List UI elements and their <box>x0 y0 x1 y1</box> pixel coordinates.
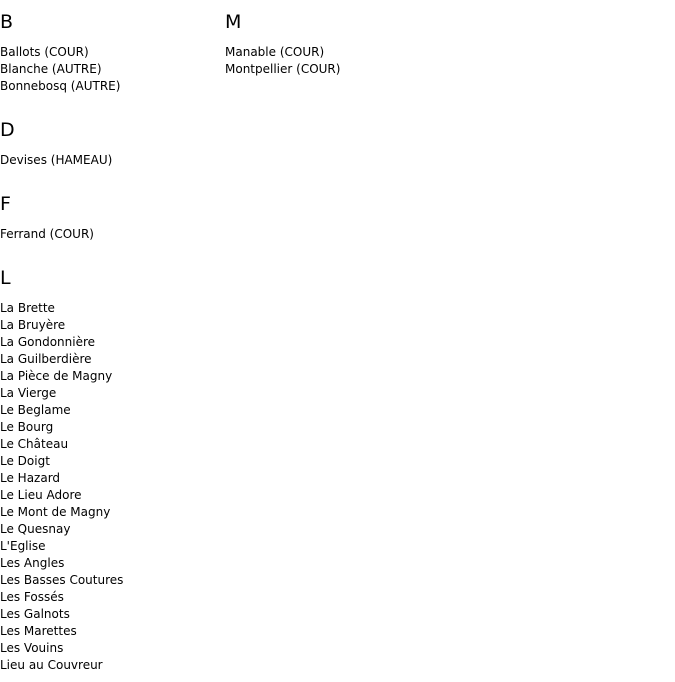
list-item[interactable] <box>0 300 123 317</box>
list-item[interactable] <box>0 317 123 334</box>
entry-list-m <box>225 44 340 78</box>
entry-link[interactable]: Les Basses Coutures <box>0 573 124 587</box>
entry-link[interactable]: La Brette <box>0 301 55 315</box>
list-item[interactable] <box>0 402 123 419</box>
list-item[interactable] <box>0 419 123 436</box>
entry-link[interactable]: Le Quesnay <box>0 522 71 536</box>
entry-link[interactable]: Blanche (AUTRE) <box>0 62 102 76</box>
list-item[interactable] <box>0 453 123 470</box>
entry-link[interactable]: La Gondonnière <box>0 335 96 349</box>
list-item[interactable] <box>0 351 123 368</box>
entry-link[interactable]: Le Doigt <box>0 454 50 468</box>
entry-link[interactable]: Devises (HAMEAU) <box>0 153 113 167</box>
list-item[interactable] <box>0 44 120 61</box>
entry-link[interactable]: La Pièce de Magny <box>0 369 113 383</box>
entry-link[interactable]: La Vierge <box>0 386 57 400</box>
list-item[interactable] <box>225 61 340 78</box>
entry-link[interactable]: Le Lieu Adore <box>0 488 82 502</box>
entry-link[interactable]: Ferrand (COUR) <box>0 227 94 241</box>
entry-link[interactable]: La Bruyère <box>0 318 66 332</box>
index-group-l <box>0 256 123 674</box>
letter-heading-l: L <box>0 267 11 289</box>
index-group-m <box>225 0 340 78</box>
list-item[interactable] <box>0 470 123 487</box>
entry-link[interactable]: Les Angles <box>0 556 65 570</box>
letter-heading-b: B <box>0 11 14 33</box>
entry-link[interactable]: Bonnebosq (AUTRE) <box>0 79 121 93</box>
entry-link[interactable]: Le Mont de Magny <box>0 505 111 519</box>
entry-link[interactable]: Les Vouins <box>0 641 64 655</box>
list-item[interactable] <box>0 436 123 453</box>
list-item[interactable] <box>0 623 123 640</box>
list-item[interactable] <box>0 385 123 402</box>
entry-link[interactable]: Le Hazard <box>0 471 61 485</box>
entry-link[interactable]: Montpellier (COUR) <box>225 62 341 76</box>
entry-link[interactable]: Le Beglame <box>0 403 71 417</box>
entry-link[interactable]: Manable (COUR) <box>225 45 325 59</box>
list-item[interactable] <box>0 334 123 351</box>
entry-link[interactable]: Le Château <box>0 437 69 451</box>
entry-link[interactable]: Lieu au Couvreur <box>0 658 103 672</box>
list-item[interactable] <box>0 606 123 623</box>
list-item[interactable] <box>0 555 123 572</box>
entry-list-d <box>0 152 112 169</box>
list-item[interactable] <box>0 61 120 78</box>
list-item[interactable] <box>0 538 123 555</box>
index-group-d <box>0 108 112 169</box>
entry-link[interactable]: L'Eglise <box>0 539 46 553</box>
entry-link[interactable]: Les Galnots <box>0 607 70 621</box>
letter-heading-f: F <box>0 193 11 215</box>
letter-heading-d: D <box>0 119 15 141</box>
index-group-b <box>0 0 120 95</box>
entry-link[interactable]: La Guilberdière <box>0 352 92 366</box>
list-item[interactable] <box>0 78 120 95</box>
entry-link[interactable]: Les Fossés <box>0 590 64 604</box>
list-item[interactable] <box>0 226 94 243</box>
entry-list-b <box>0 44 120 95</box>
entry-link[interactable]: Ballots (COUR) <box>0 45 89 59</box>
list-item[interactable] <box>0 152 112 169</box>
index-group-f <box>0 182 94 243</box>
list-item[interactable] <box>0 657 123 674</box>
entry-link[interactable]: Les Marettes <box>0 624 77 638</box>
letter-heading-m: M <box>225 11 242 33</box>
list-item[interactable] <box>0 504 123 521</box>
list-item[interactable] <box>0 521 123 538</box>
entry-link[interactable]: Le Bourg <box>0 420 54 434</box>
list-item[interactable] <box>0 640 123 657</box>
entry-list-f <box>0 226 94 243</box>
list-item[interactable] <box>0 368 123 385</box>
list-item[interactable] <box>0 589 123 606</box>
list-item[interactable] <box>225 44 340 61</box>
entry-list-l <box>0 300 123 674</box>
list-item[interactable] <box>0 572 123 589</box>
list-item[interactable] <box>0 487 123 504</box>
